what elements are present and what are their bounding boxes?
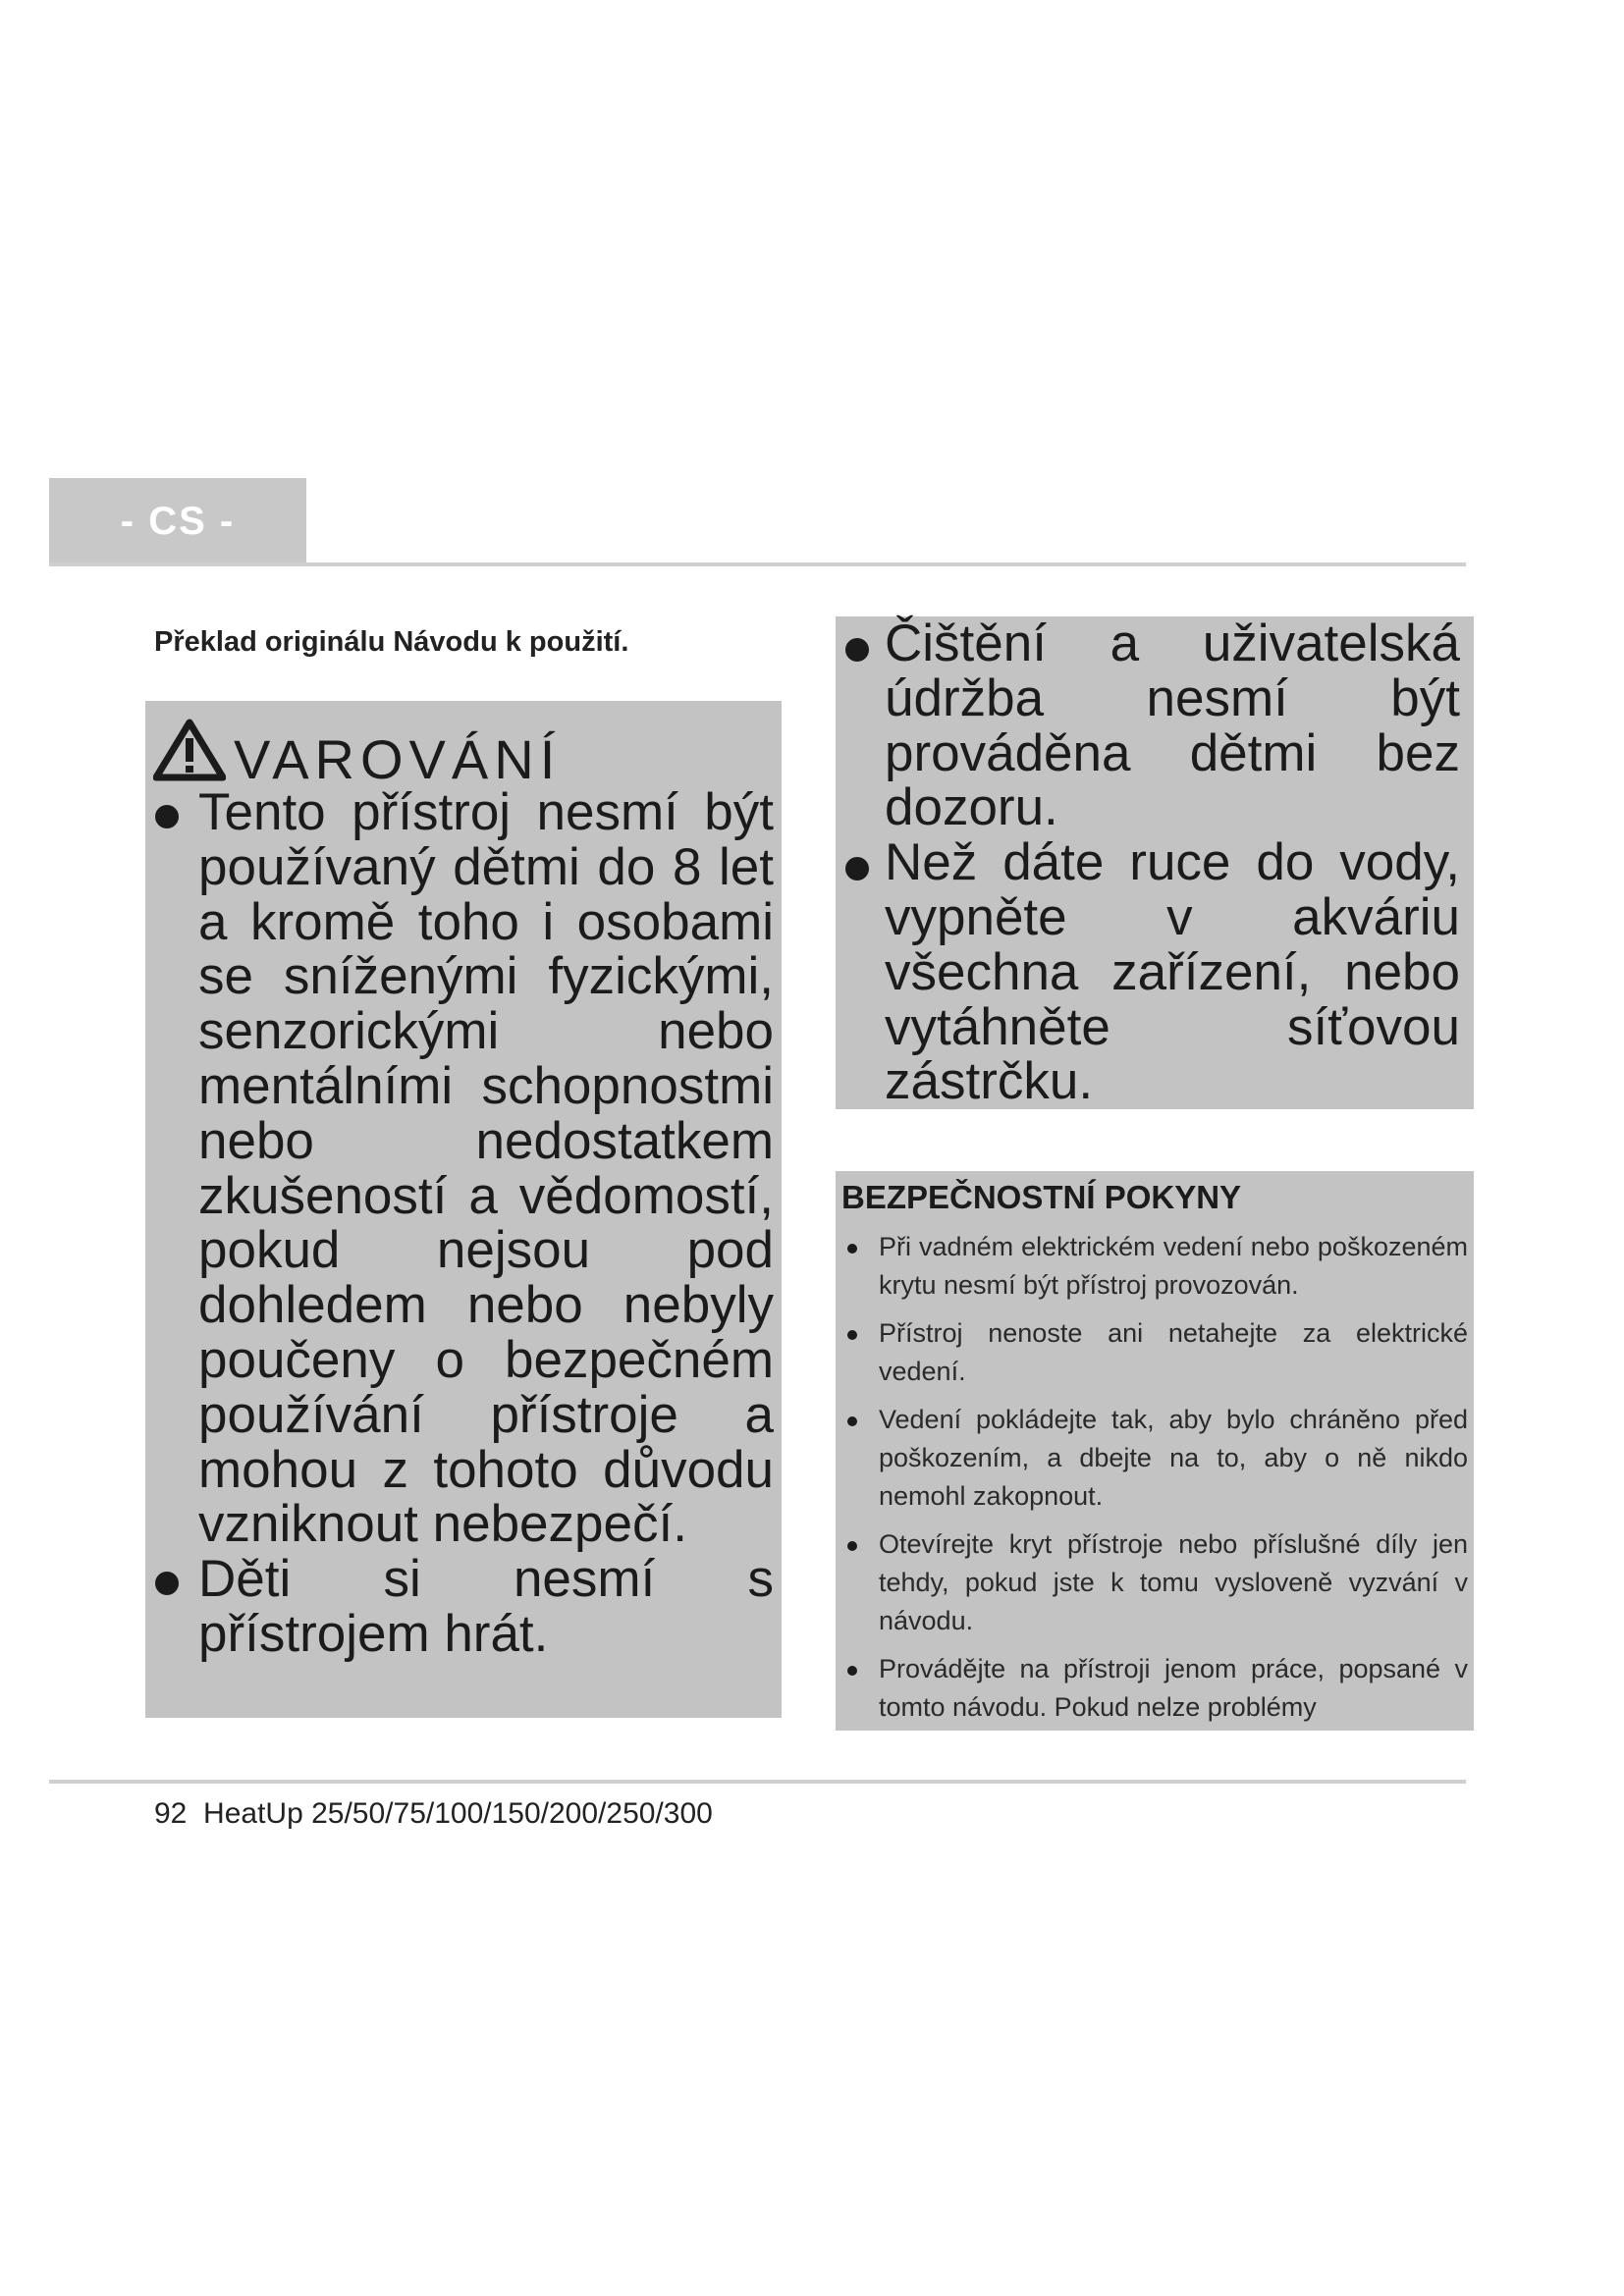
warning-list xyxy=(153,785,774,1662)
header-divider xyxy=(49,562,1466,566)
safety-instructions-box xyxy=(836,1171,1474,1731)
language-tab xyxy=(49,478,306,564)
warning-item: Děti si nesmí s přístrojem hrát. xyxy=(153,1552,774,1662)
product-name: HeatUp 25/50/75/100/150/200/250/300 xyxy=(203,1797,713,1830)
warning-item: Čištění a uživatelská údržba nesmí být prováděna dětmi bez dozoru. xyxy=(839,616,1460,835)
warning-header xyxy=(153,701,561,789)
warning-continued-list xyxy=(839,616,1460,1109)
safety-item: Otevírejte kryt přístroje nebo příslušné díly jen tehdy, pokud jste k tomu vysloveně vyzvání v návodu. xyxy=(839,1525,1468,1640)
warning-box xyxy=(145,701,782,1718)
warning-item: Tento přístroj nesmí být používaný dětmi do 8 let a kromě toho i osobami se sníženými fyzickými, senzorickými nebo mentálními schopnostmi nebo nedostatkem zkušeností a vědomostí, pokud nejsou pod dohledem nebo nebyly poučeny o bezpečném používání přístroje a mohou z tohoto důvodu vzniknout nebezpečí. xyxy=(153,785,774,1552)
safety-item: Vedení pokládejte tak, aby bylo chráněno před poškozením, a dbejte na to, aby o ně nikdo nemohl zakopnout. xyxy=(839,1401,1468,1516)
warning-continued-box xyxy=(836,616,1474,1109)
page-number: 92 xyxy=(154,1797,188,1830)
safety-list xyxy=(839,1228,1468,1731)
safety-item: Při vadném elektrickém vedení nebo poškozeném krytu nesmí být přístroj provozován. xyxy=(839,1228,1468,1305)
safety-title: BEZPEČNOSTNÍ POKYNY xyxy=(841,1179,1242,1215)
warning-triangle-icon xyxy=(153,719,226,781)
warning-item: Než dáte ruce do vody, vypněte v akváriu všechna zařízení, nebo vytáhněte síťovou zástrčku. xyxy=(839,835,1460,1109)
safety-item: Provádějte na přístroji jenom práce, popsané v tomto návodu. Pokud nelze problémy xyxy=(839,1650,1468,1727)
warning-title: VAROVÁNÍ xyxy=(234,728,562,790)
page-footer xyxy=(154,1797,713,1831)
footer-divider xyxy=(49,1780,1466,1784)
language-tab-label: - CS - xyxy=(120,499,236,543)
safety-item: Přístroj nenoste ani netahejte za elektrické vedení. xyxy=(839,1314,1468,1391)
document-subtitle: Překlad originálu Návodu k použití. xyxy=(154,626,629,658)
